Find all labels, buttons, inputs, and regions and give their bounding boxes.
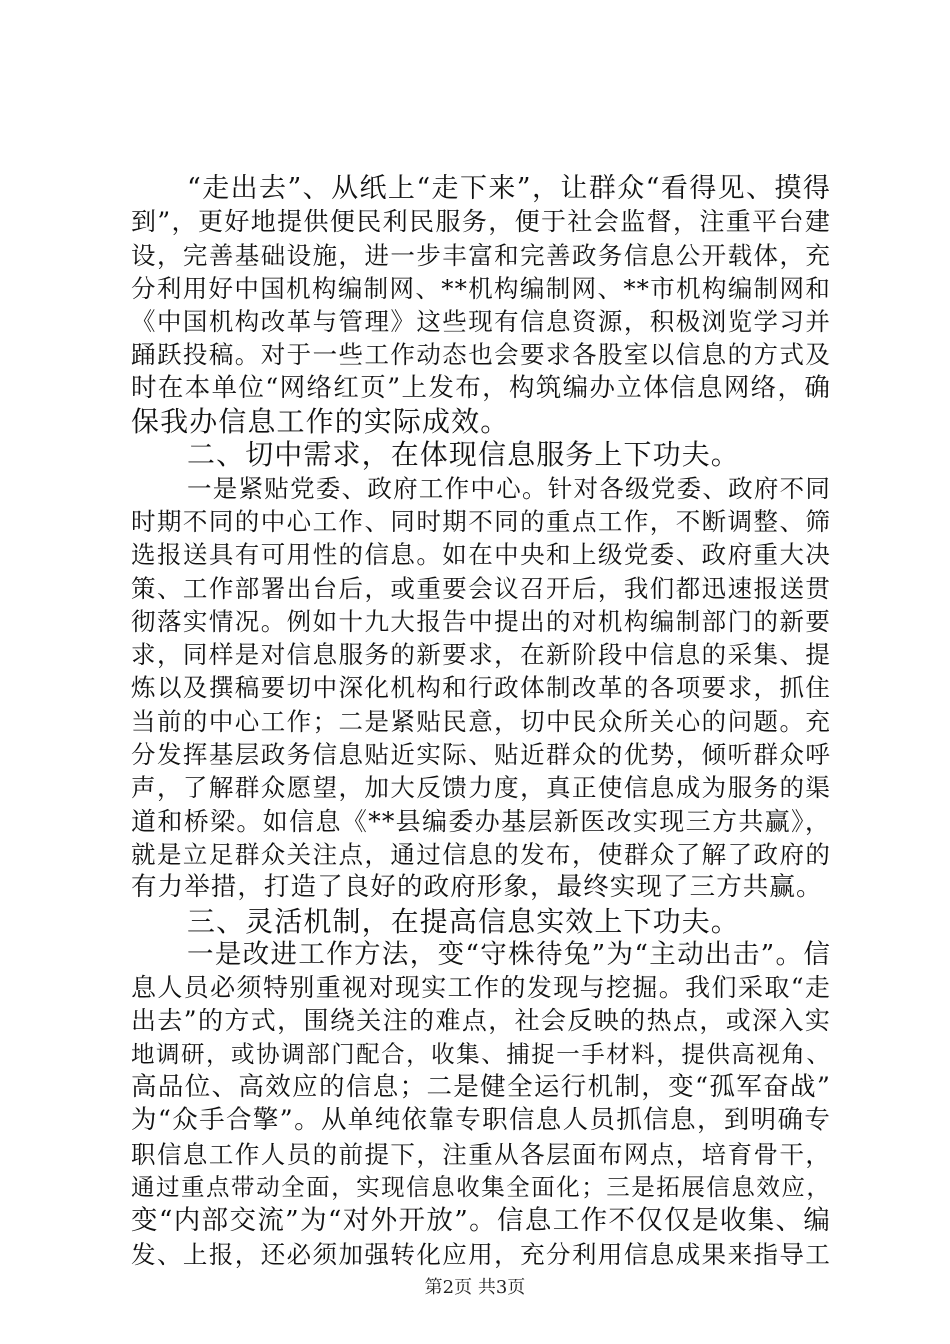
document-body [131, 172, 831, 1271]
text-line: 为“众手合擎”。从单纯依靠专职信息人员抓信息，到明确专 [131, 1105, 831, 1136]
text-line: 炼以及撰稿要切中深化机构和行政体制改革的各项要求，抓住 [131, 673, 831, 703]
text-line: 彻落实情况。例如十九大报告中提出的对机构编制部门的新要 [131, 606, 831, 636]
text-line: 变“内部交流”为“对外开放”。信息工作不仅仅是收集、编 [131, 1205, 831, 1237]
text-line: 当前的中心工作；二是紧贴民意，切中民众所关心的问题。充 [131, 706, 831, 736]
text-line: 就是立足群众关注点，通过信息的发布，使群众了解了政府的 [131, 839, 831, 869]
text-line: 求，同样是对信息服务的新要求，在新阶段中信息的采集、提 [131, 640, 831, 670]
text-line: “走出去”、从纸上“走下来”，让群众“看得见、摸得 [187, 173, 831, 204]
text-line: 分利用好中国机构编制网、**机构编制网、**市机构编制网和 [131, 273, 831, 303]
text-line: 策、工作部署出台后，或重要会议召开后，我们都迅速报送贯 [131, 573, 831, 603]
text-line: 保我办信息工作的实际成效。 [131, 405, 510, 439]
text-line: 一是改进工作方法，变“守株待兔”为“主动出击”。信 [187, 938, 831, 970]
text-line: 有力举措，打造了良好的政府形象，最终实现了三方共赢。 [131, 872, 823, 903]
text-line: 时在本单位“网络红页”上发布，构筑编办立体信息网络，确 [131, 372, 831, 403]
text-line: 通过重点带动全面，实现信息收集全面化；三是拓展信息效应， [131, 1172, 831, 1201]
text-line: 息人员必须特别重视对现实工作的发现与挖掘。我们采取“走 [131, 973, 831, 1003]
text-line: 声，了解群众愿望，加大反馈力度，真正使信息成为服务的渠 [131, 773, 831, 803]
text-line: 高品位、高效应的信息；二是健全运行机制，变“孤军奋战” [131, 1072, 831, 1103]
section-heading: 三、灵活机制，在提高信息实效上下功夫。 [187, 904, 740, 938]
text-line: 一是紧贴党委、政府工作中心。针对各级党委、政府不同 [187, 473, 831, 503]
section-heading: 二、切中需求，在体现信息服务上下功夫。 [187, 438, 740, 472]
text-line: 《中国机构改革与管理》这些现有信息资源，积极浏览学习并 [131, 307, 831, 337]
page-number-footer: 第2页 共3页 [424, 1277, 526, 1298]
text-line: 分发挥基层政务信息贴近实际、贴近群众的优势，倾听群众呼 [131, 740, 831, 770]
text-line: 到”，更好地提供便民利民服务，便于社会监督，注重平台建 [131, 207, 831, 237]
text-line: 发、上报，还必须加强转化应用，充分利用信息成果来指导工 [131, 1239, 831, 1269]
text-line: 道和桥梁。如信息《**县编委办基层新医改实现三方共赢》， [131, 806, 831, 836]
text-line: 出去”的方式，围绕关注的难点，社会反映的热点，或深入实 [131, 1006, 831, 1036]
text-line: 时期不同的中心工作、同时期不同的重点工作，不断调整、筛 [131, 506, 831, 536]
text-line: 职信息工作人员的前提下，注重从各层面布网点，培育骨干， [131, 1139, 831, 1169]
text-line: 地调研，或协调部门配合，收集、捕捉一手材料，提供高视角、 [131, 1039, 831, 1068]
text-line: 设，完善基础设施，进一步丰富和完善政务信息公开载体，充 [131, 240, 831, 270]
text-line: 踊跃投稿。对于一些工作动态也会要求各股室以信息的方式及 [131, 340, 831, 370]
text-line: 选报送具有可用性的信息。如在中央和上级党委、政府重大决 [131, 540, 831, 570]
